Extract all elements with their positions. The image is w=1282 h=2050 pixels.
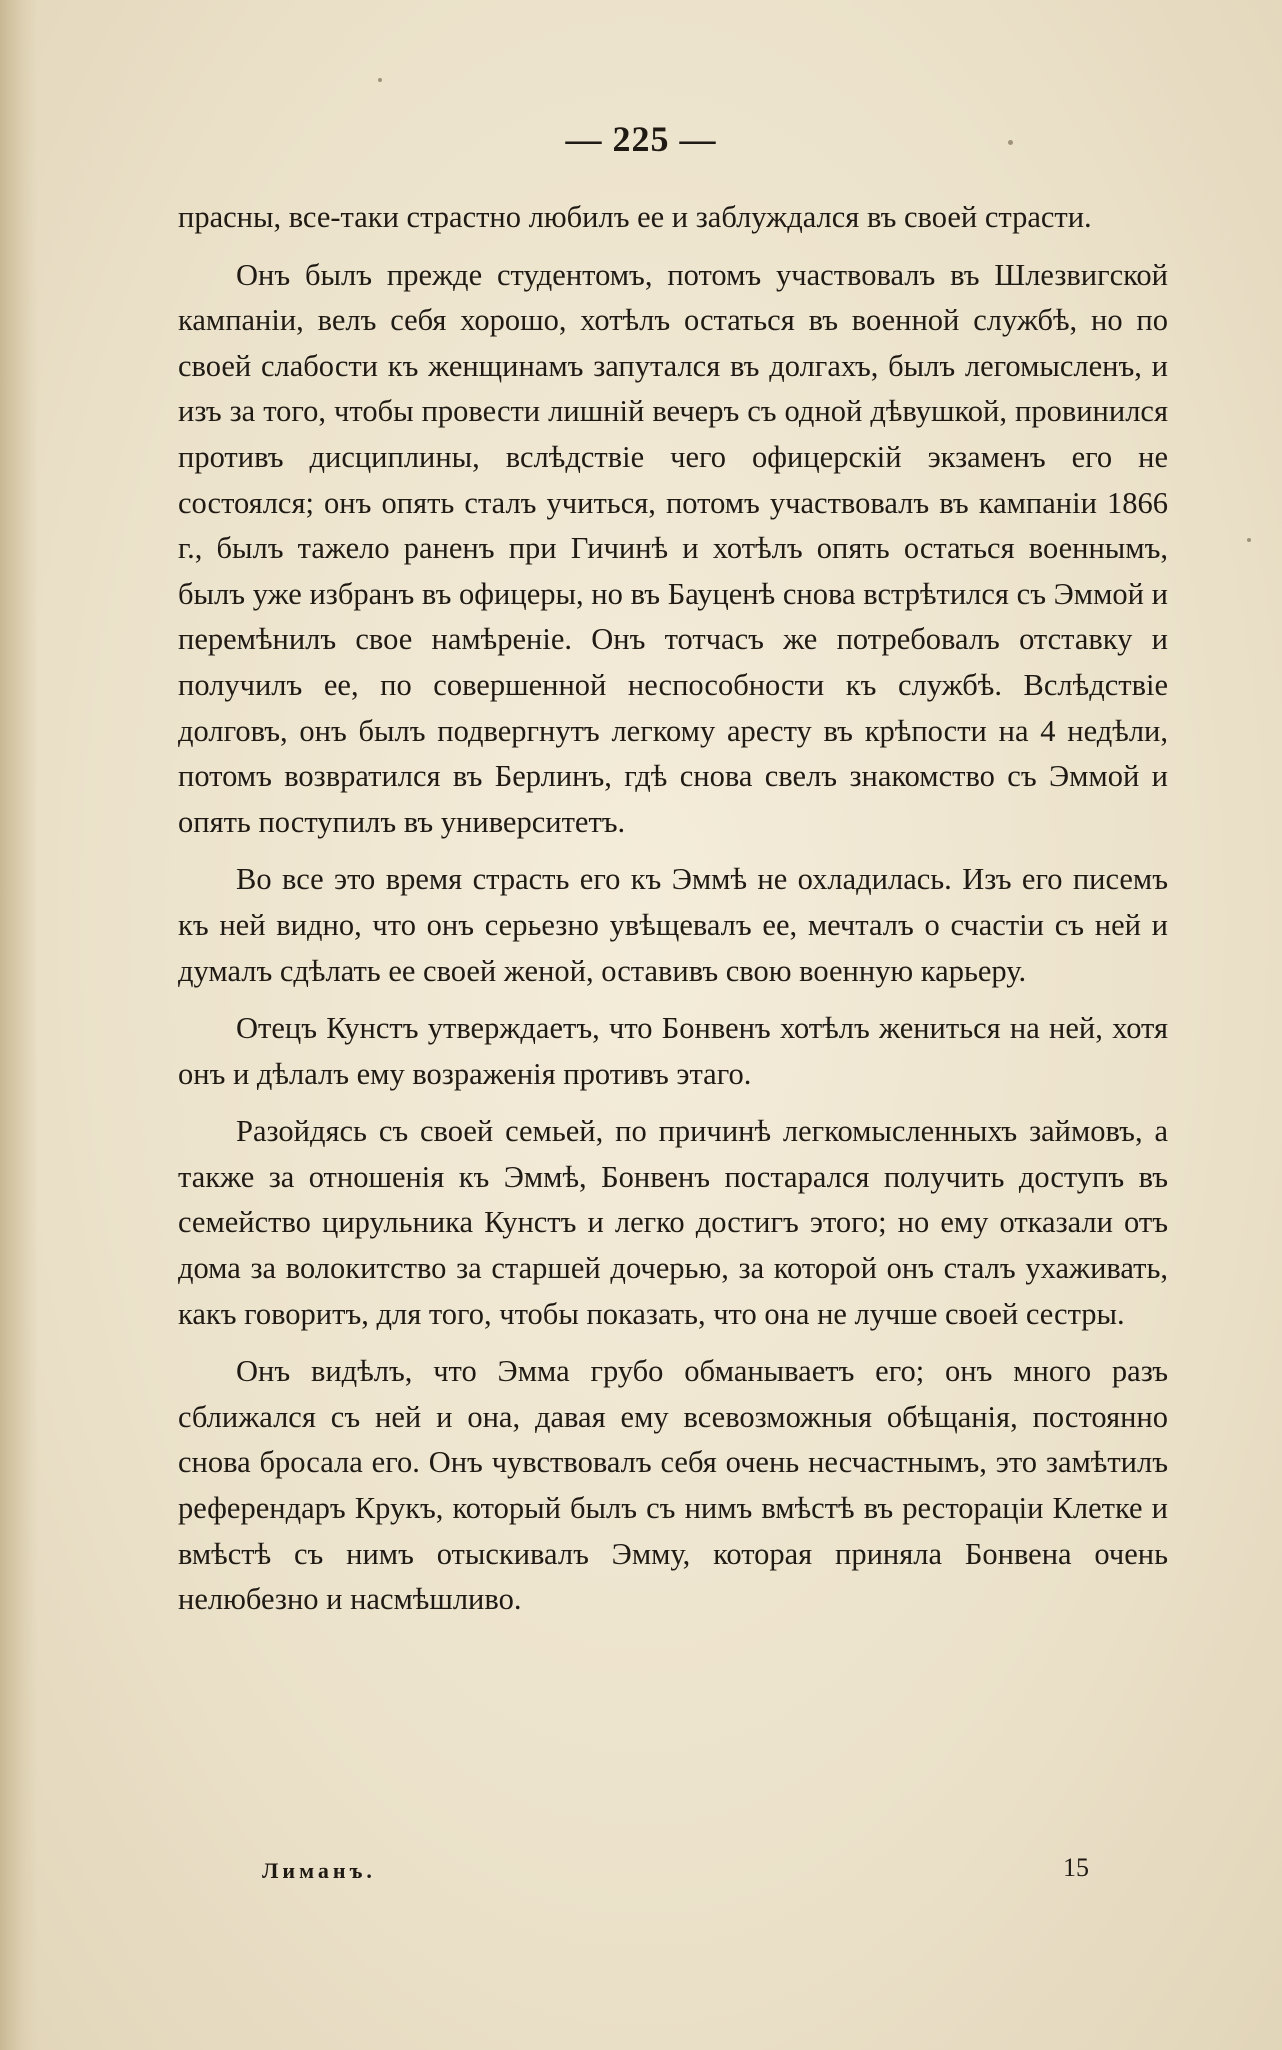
paper-speck	[1247, 538, 1251, 542]
paragraph-continuation: прасны, все-таки страстно любилъ ее и заблуждался въ своей страсти.	[178, 200, 1092, 234]
page-body	[178, 195, 1168, 1623]
page-spine-shadow	[0, 0, 38, 2050]
paragraph-deception: Онъ видѣлъ, что Эмма грубо обманываетъ его; онъ много разъ сближался съ ней и она, давая ему всевозможныя обѣщанія, постоянно снова бросала его. Онъ чувствовалъ себя очень несчастнымъ, это замѣтилъ референдаръ Крукъ, который былъ съ нимъ вмѣстѣ въ ресторацiи Клетке и вмѣстѣ съ нимъ отыскивалъ Эмму, которая приняла Бонвена очень нелюбезно и насмѣшливо.	[178, 1354, 1168, 1617]
page-number-header: — 225 —	[565, 119, 717, 159]
paragraph-passion: Во все это время страсть его къ Эммѣ не охладилась. Изъ его писемъ къ ней видно, что онъ серьезно увѣщевалъ ее, мечталъ о счастіи съ ней и думалъ сдѣлать ее своей женой, оставивъ свою военную карьеру.	[178, 862, 1168, 988]
footer-sheet-number: 15	[1063, 1853, 1089, 1882]
footer-signature: Лиманъ.	[262, 1858, 376, 1883]
paper-speck	[378, 78, 382, 82]
paragraph-family-split: Разойдясь съ своей семьей, по причинѣ легкомысленныхъ займовъ, а также за отношенія къ Эммѣ, Бонвенъ постарался получить доступъ въ семейство цирульника Кунстъ и легко достигъ этого; но ему отказали отъ дома за волокитство за старшей дочерью, за которой онъ сталъ ухаживать, какъ говоритъ, для того, чтобы показать, что она не лучше своей сестры.	[178, 1114, 1168, 1331]
paper-speck	[1008, 140, 1013, 145]
paragraph-father-kunst: Отецъ Кунстъ утверждаетъ, что Бонвенъ хотѣлъ жениться на ней, хотя онъ и дѣлалъ ему возраженія противъ этаго.	[178, 1011, 1168, 1091]
paragraph-biography: Онъ былъ прежде студентомъ, потомъ участвовалъ въ Шлезвигской кампаніи, велъ себя хорошо, хотѣлъ остаться въ военной службѣ, но по своей слабости къ женщинамъ запутался въ долгахъ, былъ легомысленъ, и изъ за того, чтобы провести лишній вечеръ съ одной дѣвушкой, провинился противъ дисциплины, вслѣдствіе чего офицерскій экзаменъ его не состоялся; онъ опять сталъ учиться, потомъ участвовалъ въ кампаніи 1866 г., былъ тажело раненъ при Гичинѣ и хотѣлъ опять остаться военнымъ, былъ уже избранъ въ офицеры, но въ Бауценѣ снова встрѣтился съ Эммой и перемѣнилъ свое намѣреніе. Онъ тотчасъ же потребовалъ отставку и получилъ ее, по совершенной неспособности къ службѣ. Вслѣдствіе долговъ, онъ былъ подвергнутъ легкому аресту въ крѣпости на 4 недѣли, потомъ возвратился въ Берлинъ, гдѣ снова свелъ знакомство съ Эммой и опять поступилъ въ университетъ.	[178, 257, 1168, 839]
